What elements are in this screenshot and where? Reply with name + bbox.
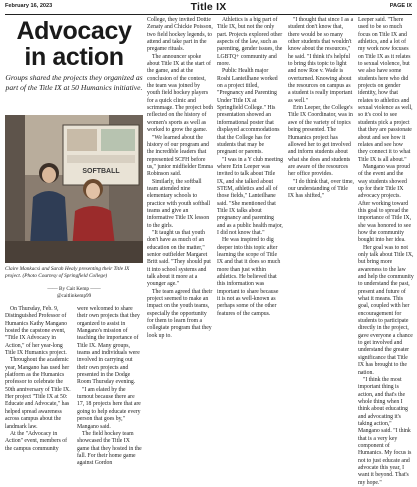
paragraph: The announcer spoke about Title IX at the start of the game, and at the conclusion of the contest, the team was joined by youth field hockey players for a quick clinic and scrimmage. The project both reflected on the history of women's sports as well as worked to grow the game. bbox=[147, 53, 213, 134]
paragraph: Public Health major Roshi Lanteilhane worked on a project titled, "Pregnancy and Parenting Under Title IX at Springfield College." His presentation showed an informational poster that displayed accommodations that the College has for students that may be pregnant or parents. bbox=[217, 68, 280, 156]
paragraph: "I was in a Y club meeting where Erin Leeper was invited to talk about Title IX, and she talked about STEM, athletics and all of those fields," Lanteilhane said. "She mentioned that Title IX talks about pregnancy and parenting and as a public health major, I did not know that." bbox=[217, 156, 284, 236]
issue-date: February 16, 2023 bbox=[5, 3, 53, 9]
paragraph: He was inspired to dig deeper into this topic after learning the scope of Title IX and that it does so much more than just within athletics. He believed that this information was important to share because it is not as well-known as perhaps some of the other features of the campus. bbox=[217, 237, 281, 317]
paragraph: "I am elated by the turnout because there are 17, 18 projects here that are going to help educate every person that goes by," Mangano said. bbox=[77, 386, 141, 430]
photo-illustration bbox=[5, 115, 143, 263]
article-column-4 bbox=[217, 17, 283, 318]
article-column-1 bbox=[5, 306, 71, 453]
headline bbox=[5, 18, 143, 70]
byline-name: —— By Cait Kemp —— bbox=[47, 286, 101, 292]
deck: Groups shared the projects they organized as part of the Title IX at 50 Humanics initiative. bbox=[5, 73, 143, 92]
paragraph: Her goal was to not only talk about Title IX, but bring more awareness to the law and help the community to understand the past, present and future of what it means. This goal, coupled with her encouragement for students to participate directly in the project, gave everyone a chance to get involved and understand the greater significance that Title IX has brought to the nation. bbox=[358, 244, 414, 376]
paragraph: "We learned about the history of our program and the incredible leaders that represented SCFH before us," junior midfielder Emma Robinson said. bbox=[147, 134, 213, 178]
article-column-2 bbox=[77, 306, 143, 468]
page-label: PAGE IX bbox=[389, 3, 412, 9]
article-column-3 bbox=[147, 17, 213, 340]
paragraph: The field hockey team showcased the Title IX game that they hosted in the fall. For their home game against Gordon bbox=[77, 430, 142, 467]
byline-handle: @caitlinkemp99 bbox=[56, 292, 92, 299]
photo-caption: Claire Mankacsi and Sarah Healy presenting their Title IX project. (Photo Courtesy of Springfield College) bbox=[5, 266, 130, 279]
article-column-6 bbox=[358, 17, 414, 487]
paragraph: On Thursday, Feb. 9, Distinguished Professor of Humanics Kathy Mangano hosted the capstone event, "Title IX Advocacy in Action," of her year-long Title IX Humanics project. bbox=[5, 306, 67, 357]
paragraph: "It taught us that youth don't have as much of an education on the matter," senior outfielder Margaret Britt said. "They should put it into school systems and talk about it more at a younger age." bbox=[147, 229, 211, 288]
paragraph: Erin Leeper, the College's Title IX Coordinator, was in awe of the variety of topics being presented. The Humanics project has allowed her to get involved and inform students about what she does and students are aware of the resources her office provides. bbox=[288, 105, 353, 178]
paragraph: "I do think that, over time, our understanding of Title IX has shifted," bbox=[288, 178, 354, 200]
masthead-rule bbox=[5, 14, 412, 15]
paragraph: Similarly, the softball team attended nine elementary schools to practice with youth softball teams and give an informative Title IX lesson to the girls. bbox=[147, 178, 211, 229]
paragraph: At the "Advocacy in Action" event, members of the campus community bbox=[5, 430, 68, 452]
paragraph: "I think the most important thing is action, and that's the whole thing when I think about educating and advocating it's taking action," Mangano said. "I think that is a very key component of Humanics. My focus is not to just educate and advocate this year, I want it beyond. That's my hope." bbox=[358, 376, 412, 486]
headline-line-1: Advocacy bbox=[16, 17, 132, 45]
poster-banner-text: SOFTBALL bbox=[82, 168, 120, 175]
article-photo bbox=[5, 115, 143, 263]
byline bbox=[5, 286, 143, 300]
paragraph: The team agreed that their project seemed to make an impact on the youth teams, especially the opportunity for them to learn from a collegiate program that they look up to. bbox=[147, 288, 213, 339]
article-column-5 bbox=[288, 17, 354, 201]
paragraph: Athletics is a big part of Title IX, but not the only part. Projects explored other aspects of the law, such as parenting, gender issues, the LGBTQ+ community and more. bbox=[217, 17, 283, 68]
paragraph: were welcomed to share their own projects that they organized to assist in Mangano's mission of teaching the importance of Title IX. Many groups, teams and individuals were involved in carrying out their own projects and presented in the Dodge Room Thursday evening. bbox=[77, 306, 140, 386]
masthead bbox=[0, 0, 417, 14]
headline-line-2: in action bbox=[24, 43, 124, 71]
paragraph: Throughout the academic year, Mangano has used her platform as the Humanics professor to celebrate the 50th anniversary of Title IX. Her project "Title IX at 50: Educate and Advocate," has helped spread awareness across campus about the landmark law. bbox=[5, 357, 71, 430]
paragraph: College, they invited Dottie Zenaty and Chickie Poisson, two field hockey legends, to attend and take part in the pregame rituals. bbox=[147, 17, 213, 53]
paragraph: "I thought that since I as a student don't know that, there would be so many other students that wouldn't know about the resources," he said. "I think it's helpful to bring this topic to light and now Roe v. Wade is overturned. Knowing about the resources on campus as a student is really important as well." bbox=[288, 17, 354, 104]
paragraph: Leeper said. "There used to be so much focus on Title IX and athletics, and a lot of my work now focuses on Title IX as it relates to sexual violence, but we also have some students here who did projects on gender identity, how that relates to athletics and sexual violence as well, so it's cool to see students pick a project that they are passionate about and see how it relates and see how they connect it to what Title IX is all about." bbox=[358, 17, 413, 163]
paragraph: Mangano was proud of the event and the way students showed up for their Title IX advocacy projects. After working toward this goal to spread the importance of Title IX, she was honored to see how the community bought into her idea. bbox=[358, 163, 412, 244]
section-title: Title IX bbox=[190, 1, 227, 13]
